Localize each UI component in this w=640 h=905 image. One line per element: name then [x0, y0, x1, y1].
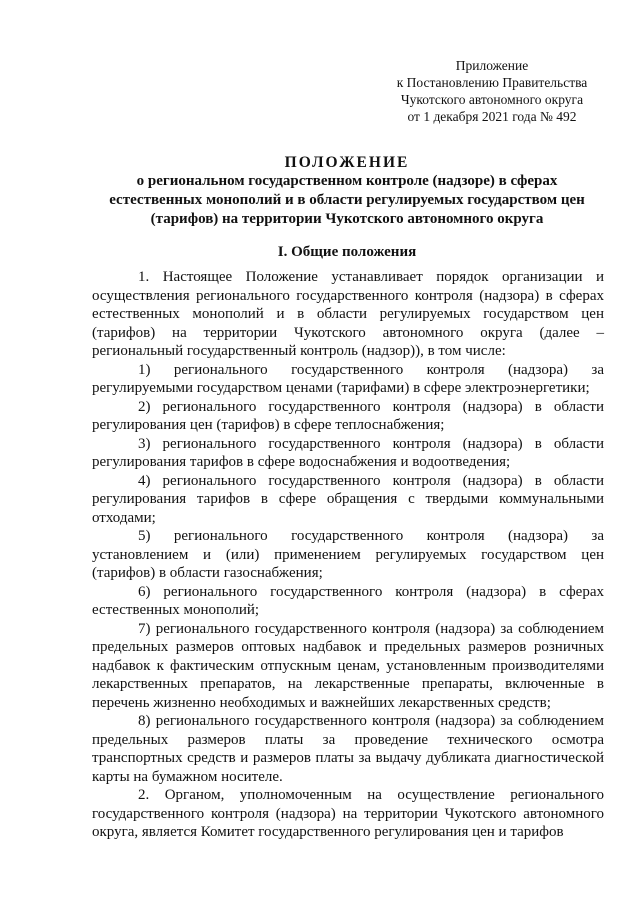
appendix-date-number: от 1 декабря 2021 года № 492	[407, 109, 577, 124]
paragraph-1: 1. Настоящее Положение устанавливает порядок организации и осуществления регионального государственного контроля (надзора) в сферах естественных монополий и в области регулируемых государством цен (тарифов) на территории Чукотского автономного округа (далее – региональный государственный контроль (надзор)), в том числе:	[92, 269, 604, 359]
list-item-2: 2) регионального государственного контроля (надзора) в области регулирования цен (тарифов) в сфере теплоснабжения;	[92, 398, 604, 433]
list-item-6: 6) регионального государственного контроля (надзора) в сферах естественных монополий;	[92, 583, 604, 618]
title-line-3: (тарифов) на территории Чукотского автономного округа	[150, 211, 544, 227]
paragraph-2: 2. Органом, уполномоченным на осуществление регионального государственного контроля (надзора) на территории Чукотского автономного округа, является Комитет государственного регулирования цен и тарифов	[92, 787, 604, 840]
list-item-4: 4) регионального государственного контроля (надзора) в области регулирования тарифов в сфере обращения с твердыми коммунальными отходами;	[92, 472, 604, 526]
list-item-3: 3) регионального государственного контроля (надзора) в области регулирования тарифов в сфере водоснабжения и водоотведения;	[92, 435, 604, 470]
list-item-8: 8) регионального государственного контроля (надзора) за соблюдением предельных размеров платы за проведение технического осмотра транспортных средств и размеров платы за выдачу дубликата диагностической карты на бумажном носителе.	[92, 713, 604, 785]
title-line-2: естественных монополий и в области регулируемых государством цен	[109, 192, 585, 208]
appendix-block	[380, 57, 604, 125]
document-title	[92, 153, 602, 229]
list-item-1: 1) регионального государственного контроля (надзора) за регулируемыми государством ценами (тарифами) в сфере электроэнергетики;	[92, 361, 604, 396]
title-main: ПОЛОЖЕНИЕ	[284, 154, 410, 171]
section-heading: I. Общие положения	[277, 244, 417, 260]
title-line-1: о региональном государственном контроле (надзоре) в сферах	[136, 173, 558, 189]
appendix-label: Приложение	[455, 58, 529, 73]
appendix-resolution: к Постановлению Правительства	[396, 75, 588, 90]
list-item-5: 5) регионального государственного контроля (надзора) за установлением и (или) применением регулируемых государством цен (тарифов) в области газоснабжения;	[92, 528, 604, 581]
list-item-7: 7) регионального государственного контроля (надзора) за соблюдением предельных размеров оптовых надбавок и предельных размеров розничных надбавок к фактическим отпускным ценам, установленным производителями лекарственных препаратов, на лекарственные препараты, включенные в перечень жизненно необходимых и важнейших лекарственных средств;	[92, 620, 604, 711]
appendix-region: Чукотского автономного округа	[400, 92, 584, 107]
document-body	[92, 268, 604, 842]
